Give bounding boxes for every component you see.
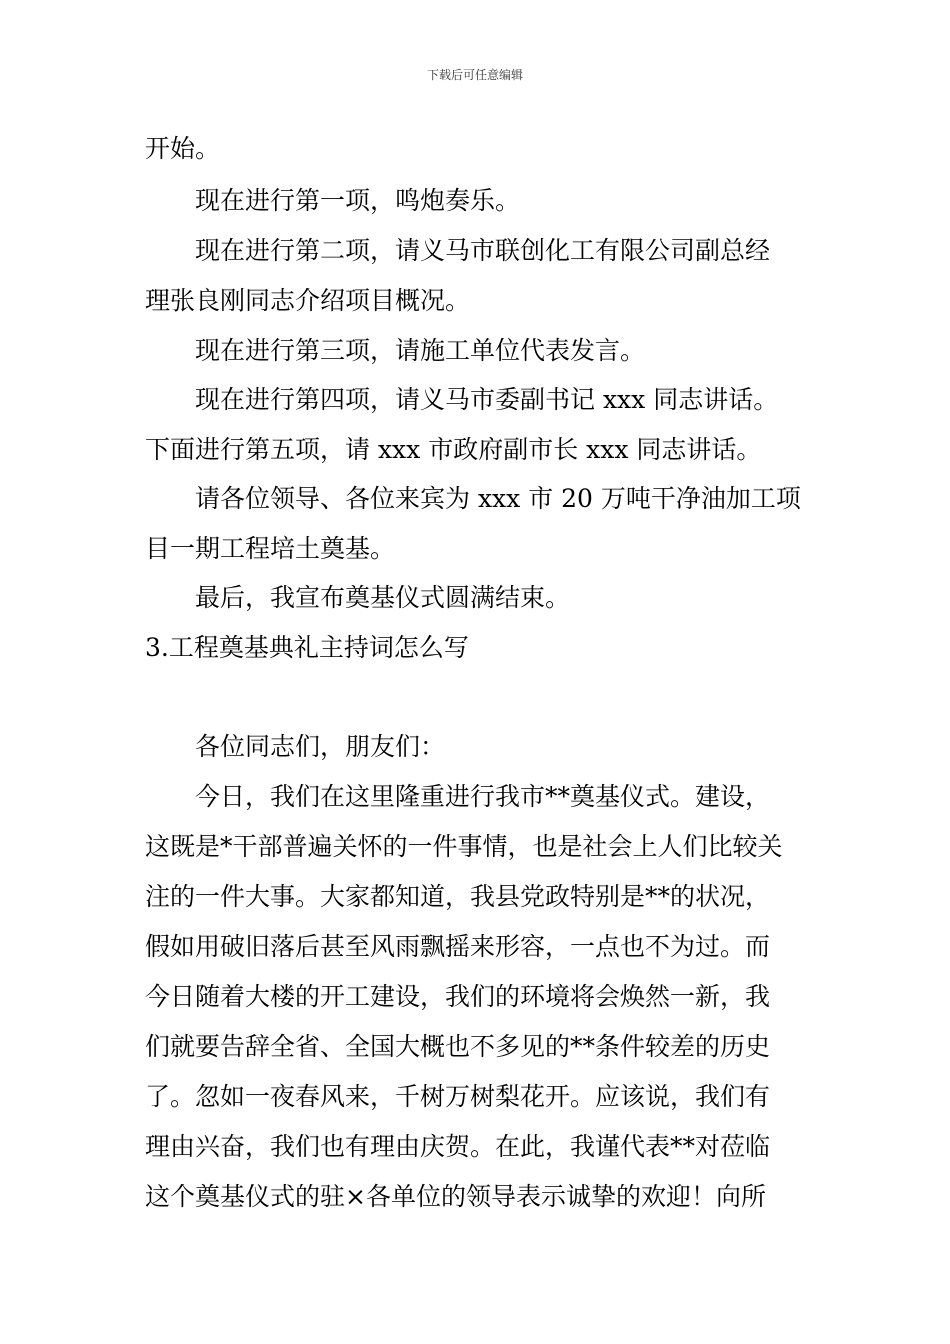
text-line: 今日，我们在这里隆重进行我市**奠基仪式。建设， [195, 782, 771, 811]
text-line: 们就要告辞全省、全国大概也不多见的**条件较差的历史 [145, 1032, 771, 1061]
text-line: 下面进行第五项，请 xxx 市政府副市长 xxx 同志讲话。 [145, 435, 762, 464]
text-line: 目一期工程培土奠基。 [145, 534, 396, 563]
text-line: 请各位领导、各位来宾为 xxx 市 20 万吨干净油加工项 [195, 484, 801, 513]
text-line: 现在进行第三项，请施工单位代表发言。 [195, 336, 646, 365]
text-line: 理由兴奋，我们也有理由庆贺。在此，我谨代表**对莅临 [145, 1132, 771, 1161]
text-line: 最后，我宣布奠基仪式圆满结束。 [195, 583, 571, 612]
page-header: 下载后可任意编辑 [426, 68, 523, 82]
text-line: 现在进行第四项，请义马市委副书记 xxx 同志讲话。 [195, 385, 779, 414]
text-line: 开始。 [145, 134, 221, 163]
text-line: 今日随着大楼的开工建设，我们的环境将会焕然一新，我 [145, 982, 771, 1011]
text-line: 这个奠基仪式的驻×各单位的领导表示诚挚的欢迎！向所 [145, 1182, 766, 1211]
text-line: 理张良刚同志介绍项目概况。 [145, 286, 471, 315]
section-heading: 3.工程奠基典礼主持词怎么写 [145, 633, 469, 662]
text-line: 现在进行第二项，请义马市联创化工有限公司副总经 [195, 236, 771, 265]
text-line: 了。忽如一夜春风来，千树万树梨花开。应该说，我们有 [145, 1082, 771, 1111]
text-line: 各位同志们，朋友们： [195, 732, 446, 761]
text-line: 假如用破旧落后甚至风雨飘摇来形容，一点也不为过。而 [145, 932, 771, 961]
text-line: 现在进行第一项，鸣炮奏乐。 [195, 186, 521, 215]
text-line: 注的一件大事。大家都知道，我县党政特别是**的状况， [145, 882, 771, 911]
text-line: 这既是*干部普遍关怀的一件事情，也是社会上人们比较关 [145, 832, 783, 861]
